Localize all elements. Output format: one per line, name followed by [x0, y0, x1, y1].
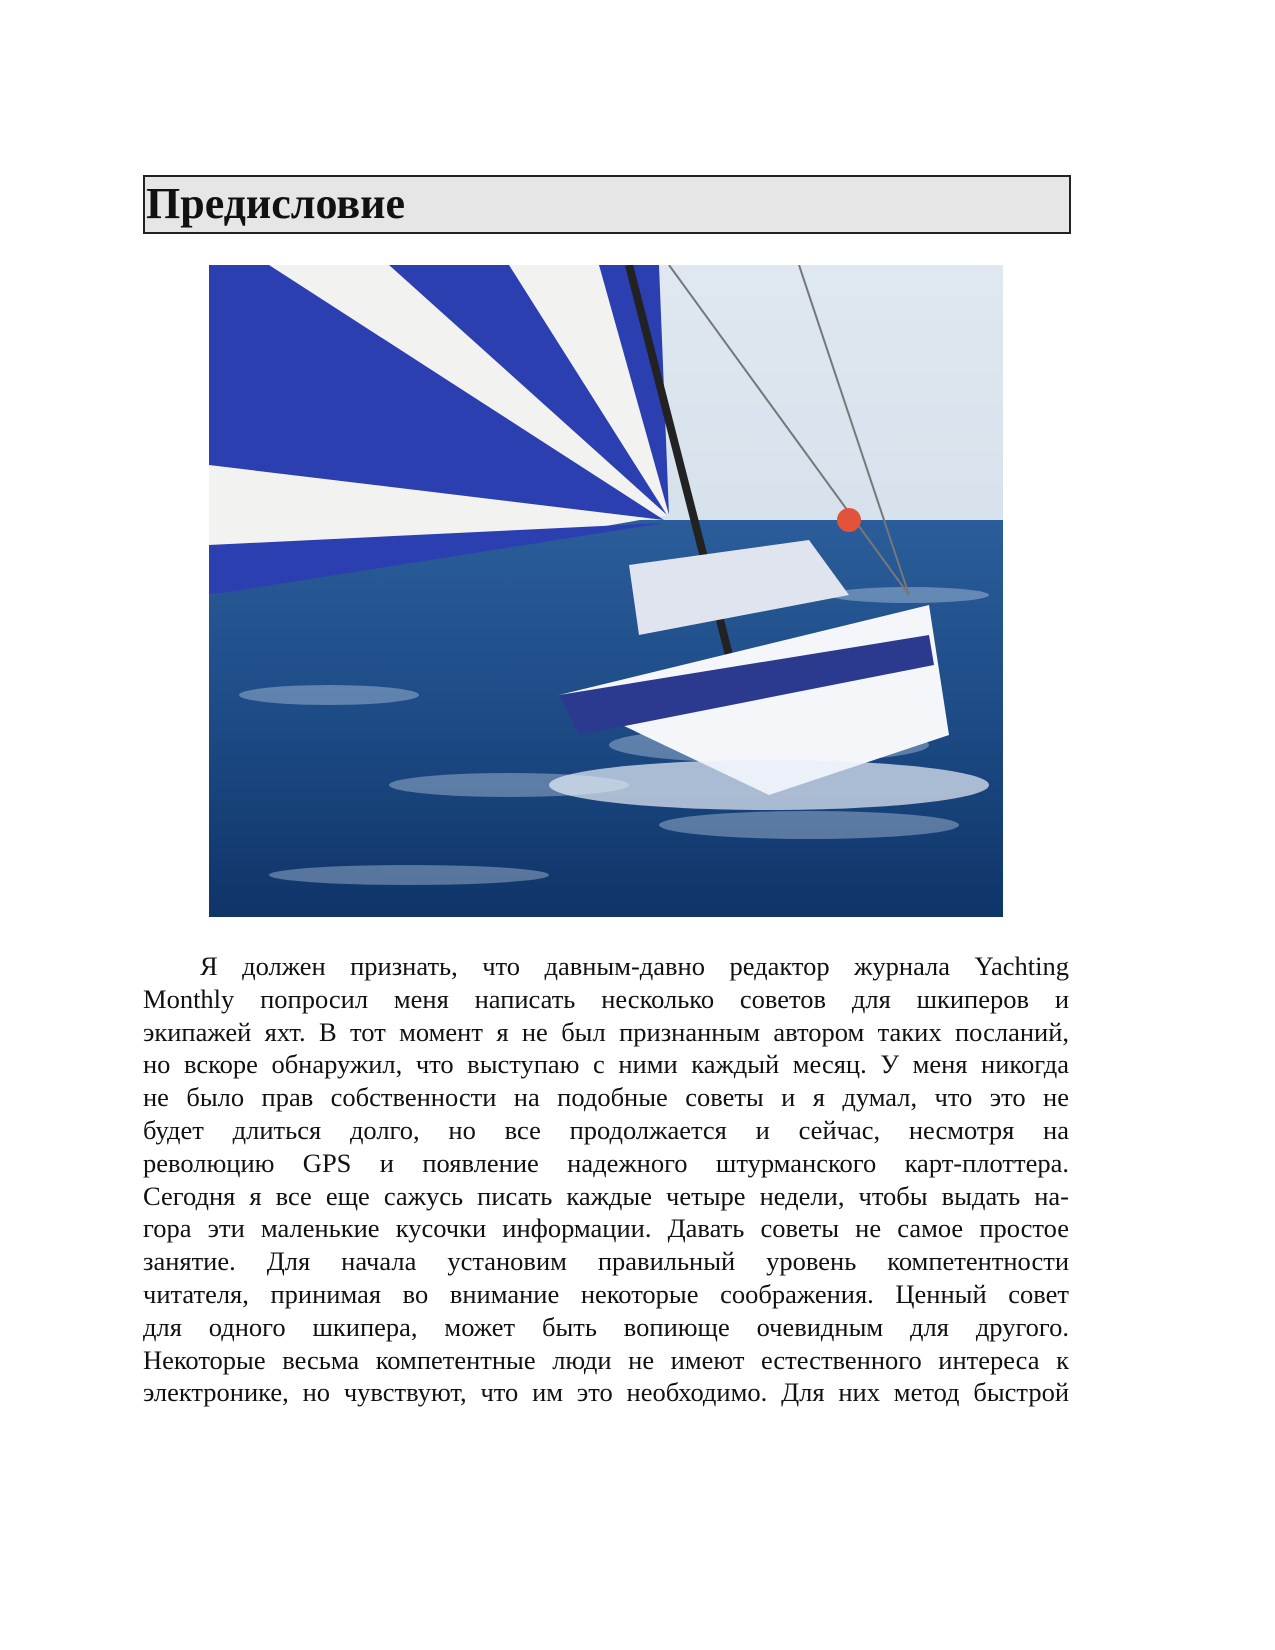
paragraph-line: Я должен признать, что давным-давно редактор журнала Yachting — [200, 951, 1069, 981]
sailboat-photo — [209, 265, 1003, 917]
paragraph-line: электронике, но чувствуют, что им это необходимо. Для них метод быстрой — [143, 1377, 1069, 1408]
chapter-title: Предисловие — [146, 179, 406, 228]
paragraph-line: Сегодня я все еще сажусь писать каждые четыре недели, чтобы выдать на- — [143, 1180, 1069, 1211]
paragraph-line: читателя, принимая во внимание некоторые соображения. Ценный совет — [143, 1278, 1069, 1309]
paragraph-line: не было прав собственности на подобные советы и я думал, что это не — [143, 1082, 1069, 1113]
paragraph-line: будет длиться долго, но все продолжается и сейчас, несмотря на — [143, 1114, 1069, 1145]
chapter-heading-box — [143, 175, 1071, 234]
paragraph-line: занятие. Для начала установим правильный уровень компетентности — [143, 1246, 1069, 1277]
paragraph-line: Monthly попросил меня написать несколько советов для шкиперов и — [143, 983, 1069, 1014]
preface-paragraph — [143, 950, 1069, 1409]
paragraph-line: гора эти маленькие кусочки информации. Давать советы не самое простое — [143, 1213, 1069, 1244]
paragraph-line: но вскоре обнаружил, что выступаю с ними каждый месяц. У меня никогда — [143, 1049, 1069, 1080]
paragraph-line: для одного шкипера, может быть вопиюще очевидным для другого. — [143, 1311, 1069, 1342]
paragraph-line: экипажей яхт. В тот момент я не был признанным автором таких посланий, — [143, 1016, 1069, 1047]
paragraph-line: Некоторые весьма компетентные люди не имеют естественного интереса к — [143, 1344, 1069, 1375]
paragraph-line: революцию GPS и появление надежного штурманского карт-плоттера. — [143, 1147, 1069, 1178]
